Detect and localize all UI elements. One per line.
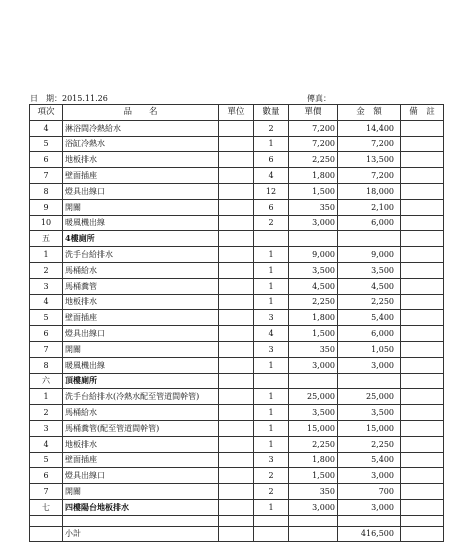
column-header-amount: 金 額 — [338, 105, 401, 121]
cell-unit-price: 350 — [289, 341, 338, 357]
cell-item-name: 馬桶給水 — [63, 405, 219, 421]
table-row — [30, 136, 444, 152]
blank-row — [30, 515, 444, 526]
cell-unit — [219, 405, 254, 421]
column-header-item-no: 項次 — [30, 105, 63, 121]
cell-unit-price: 2,250 — [289, 152, 338, 168]
cell-amount: 13,500 — [338, 152, 401, 168]
cell-item-name: 洗手台給排水 — [63, 247, 219, 263]
cell-unit — [219, 136, 254, 152]
cell-item-name: 燈具出線口 — [63, 183, 219, 199]
cell-quantity: 1 — [254, 436, 289, 452]
cell-amount: 18,000 — [338, 183, 401, 199]
cell-unit-price: 15,000 — [289, 420, 338, 436]
cell-unit-price: 1,800 — [289, 168, 338, 184]
cell-amount — [338, 231, 401, 247]
table-row — [30, 262, 444, 278]
cell-amount: 3,500 — [338, 405, 401, 421]
table-row — [30, 278, 444, 294]
cell-unit-price: 1,500 — [289, 183, 338, 199]
cell-amount: 4,500 — [338, 278, 401, 294]
cell-amount: 1,050 — [338, 341, 401, 357]
table-row — [30, 215, 444, 231]
column-header-remarks: 備 註 — [401, 105, 444, 121]
cell-item-name: 頂樓廁所 — [63, 373, 219, 389]
cell-unit — [219, 247, 254, 263]
cell-remarks — [401, 373, 444, 389]
date-label: 日 期：2015.11.26 — [30, 94, 108, 103]
cell-unit-price — [289, 373, 338, 389]
cell-item-no — [30, 526, 63, 541]
cell-item-no: 2 — [30, 262, 63, 278]
cell-unit-price: 3,000 — [289, 215, 338, 231]
cell-item-no: 4 — [30, 436, 63, 452]
cell-amount: 25,000 — [338, 389, 401, 405]
cell-amount: 2,100 — [338, 199, 401, 215]
cell-item-name — [63, 515, 219, 526]
table-row — [30, 405, 444, 421]
cell-remarks — [401, 231, 444, 247]
cell-item-name: 馬桶給水 — [63, 262, 219, 278]
cell-unit — [219, 468, 254, 484]
cell-unit-price: 3,000 — [289, 357, 338, 373]
cell-quantity: 4 — [254, 326, 289, 342]
cell-unit — [219, 341, 254, 357]
cell-quantity: 1 — [254, 136, 289, 152]
cell-remarks — [401, 120, 444, 136]
cell-unit — [219, 310, 254, 326]
cell-item-no: 2 — [30, 405, 63, 421]
cell-remarks — [401, 357, 444, 373]
cell-unit — [219, 215, 254, 231]
cell-remarks — [401, 405, 444, 421]
cell-unit — [219, 373, 254, 389]
cell-item-name: 地板排水 — [63, 152, 219, 168]
cell-item-name: 燈具出線口 — [63, 468, 219, 484]
cell-unit — [219, 484, 254, 500]
cell-quantity: 2 — [254, 484, 289, 500]
cell-amount — [338, 515, 401, 526]
cell-remarks — [401, 294, 444, 310]
fax-label: 傳真： — [307, 94, 331, 103]
cell-item-no: 5 — [30, 452, 63, 468]
cell-unit — [219, 278, 254, 294]
cell-remarks — [401, 199, 444, 215]
cell-unit — [219, 526, 254, 541]
cell-item-name: 暖風機出線 — [63, 215, 219, 231]
cell-unit — [219, 420, 254, 436]
cell-item-name: 壁面插座 — [63, 168, 219, 184]
cell-item-name: 洗手台給排水(冷熱水配至管道間幹管) — [63, 389, 219, 405]
cell-quantity: 1 — [254, 357, 289, 373]
cell-remarks — [401, 168, 444, 184]
table-row — [30, 341, 444, 357]
cell-remarks — [401, 420, 444, 436]
cell-quantity: 1 — [254, 405, 289, 421]
cell-item-name: 4樓廁所 — [63, 231, 219, 247]
cell-item-no: 6 — [30, 152, 63, 168]
table-row — [30, 436, 444, 452]
cell-amount: 7,200 — [338, 168, 401, 184]
cell-remarks — [401, 215, 444, 231]
cell-item-no: 七 — [30, 499, 63, 515]
cell-amount: 9,000 — [338, 247, 401, 263]
table-row — [30, 468, 444, 484]
cell-item-no: 9 — [30, 199, 63, 215]
cell-amount: 5,400 — [338, 310, 401, 326]
cell-quantity — [254, 231, 289, 247]
cell-amount: 3,500 — [338, 262, 401, 278]
cell-unit — [219, 231, 254, 247]
cell-remarks — [401, 452, 444, 468]
cell-unit — [219, 357, 254, 373]
cell-amount: 7,200 — [338, 136, 401, 152]
cell-item-name: 暖風機出線 — [63, 357, 219, 373]
cell-item-name: 壁面插座 — [63, 452, 219, 468]
cell-remarks — [401, 310, 444, 326]
column-header-quantity: 數量 — [254, 105, 289, 121]
quotation-table — [29, 104, 444, 542]
cell-item-name: 壁面插座 — [63, 310, 219, 326]
cell-quantity: 3 — [254, 341, 289, 357]
cell-item-name: 四樓陽台地板排水 — [63, 499, 219, 515]
column-header-unit-price: 單價 — [289, 105, 338, 121]
cell-remarks — [401, 389, 444, 405]
cell-quantity — [254, 515, 289, 526]
cell-item-no — [30, 515, 63, 526]
cell-unit — [219, 262, 254, 278]
cell-amount: 416,500 — [338, 526, 401, 541]
cell-amount: 5,400 — [338, 452, 401, 468]
cell-unit-price: 2,250 — [289, 436, 338, 452]
table-row — [30, 326, 444, 342]
cell-remarks — [401, 262, 444, 278]
section-row — [30, 231, 444, 247]
cell-quantity: 1 — [254, 278, 289, 294]
cell-amount: 3,000 — [338, 468, 401, 484]
column-header-item-name: 品 名 — [63, 105, 219, 121]
cell-remarks — [401, 499, 444, 515]
cell-item-no: 4 — [30, 120, 63, 136]
table-row — [30, 389, 444, 405]
table-row — [30, 484, 444, 500]
subtotal-row — [30, 526, 444, 541]
cell-quantity: 1 — [254, 420, 289, 436]
cell-quantity: 3 — [254, 310, 289, 326]
cell-item-no: 4 — [30, 294, 63, 310]
cell-quantity: 6 — [254, 199, 289, 215]
cell-unit-price: 1,800 — [289, 452, 338, 468]
cell-amount: 700 — [338, 484, 401, 500]
table-row — [30, 199, 444, 215]
cell-unit-price — [289, 526, 338, 541]
cell-unit — [219, 389, 254, 405]
table-row — [30, 152, 444, 168]
table-row — [30, 294, 444, 310]
cell-remarks — [401, 326, 444, 342]
cell-item-no: 六 — [30, 373, 63, 389]
cell-amount: 6,000 — [338, 215, 401, 231]
cell-unit — [219, 294, 254, 310]
cell-amount: 2,250 — [338, 436, 401, 452]
cell-unit — [219, 120, 254, 136]
cell-item-no: 7 — [30, 168, 63, 184]
cell-quantity: 6 — [254, 152, 289, 168]
cell-unit-price: 25,000 — [289, 389, 338, 405]
cell-quantity: 3 — [254, 452, 289, 468]
cell-unit-price: 9,000 — [289, 247, 338, 263]
table-row — [30, 168, 444, 184]
table-row — [30, 357, 444, 373]
cell-item-name: 淋浴間冷熱給水 — [63, 120, 219, 136]
cell-amount: 15,000 — [338, 420, 401, 436]
table-header-row — [30, 105, 444, 121]
cell-item-name: 小計 — [63, 526, 219, 541]
cell-quantity: 2 — [254, 468, 289, 484]
cell-unit-price: 1,500 — [289, 326, 338, 342]
cell-quantity: 12 — [254, 183, 289, 199]
cell-remarks — [401, 247, 444, 263]
cell-unit-price: 3,500 — [289, 262, 338, 278]
cell-remarks — [401, 526, 444, 541]
cell-remarks — [401, 278, 444, 294]
cell-unit-price: 2,250 — [289, 294, 338, 310]
cell-item-no: 1 — [30, 389, 63, 405]
cell-item-no: 6 — [30, 468, 63, 484]
cell-unit-price: 7,200 — [289, 120, 338, 136]
cell-unit — [219, 152, 254, 168]
cell-item-name: 地板排水 — [63, 294, 219, 310]
cell-unit — [219, 168, 254, 184]
cell-unit-price: 7,200 — [289, 136, 338, 152]
cell-unit — [219, 436, 254, 452]
cell-item-no: 6 — [30, 326, 63, 342]
cell-remarks — [401, 515, 444, 526]
cell-quantity: 1 — [254, 499, 289, 515]
table-row — [30, 247, 444, 263]
cell-remarks — [401, 468, 444, 484]
cell-remarks — [401, 183, 444, 199]
cell-quantity: 1 — [254, 294, 289, 310]
section-row — [30, 499, 444, 515]
cell-unit-price — [289, 515, 338, 526]
cell-quantity: 1 — [254, 389, 289, 405]
cell-item-no: 3 — [30, 420, 63, 436]
cell-unit-price: 3,000 — [289, 499, 338, 515]
cell-quantity: 1 — [254, 262, 289, 278]
table-row — [30, 183, 444, 199]
cell-quantity — [254, 373, 289, 389]
table-row — [30, 452, 444, 468]
cell-item-name: 燈具出線口 — [63, 326, 219, 342]
cell-unit — [219, 199, 254, 215]
cell-item-no: 五 — [30, 231, 63, 247]
cell-unit — [219, 452, 254, 468]
column-header-unit: 單位 — [219, 105, 254, 121]
cell-quantity: 2 — [254, 215, 289, 231]
cell-amount: 6,000 — [338, 326, 401, 342]
cell-unit — [219, 499, 254, 515]
table-row — [30, 420, 444, 436]
cell-item-no: 8 — [30, 357, 63, 373]
cell-item-no: 10 — [30, 215, 63, 231]
cell-item-name: 開關 — [63, 341, 219, 357]
cell-amount: 3,000 — [338, 499, 401, 515]
table-row — [30, 310, 444, 326]
cell-unit — [219, 515, 254, 526]
cell-unit — [219, 326, 254, 342]
cell-unit-price: 3,500 — [289, 405, 338, 421]
cell-item-name: 浴缸冷熱水 — [63, 136, 219, 152]
cell-item-name: 地板排水 — [63, 436, 219, 452]
table-row — [30, 120, 444, 136]
cell-remarks — [401, 152, 444, 168]
cell-item-name: 馬桶糞管 — [63, 278, 219, 294]
cell-item-no: 3 — [30, 278, 63, 294]
cell-unit-price: 1,500 — [289, 468, 338, 484]
cell-remarks — [401, 341, 444, 357]
section-row — [30, 373, 444, 389]
cell-amount — [338, 373, 401, 389]
cell-item-no: 7 — [30, 484, 63, 500]
cell-quantity: 4 — [254, 168, 289, 184]
cell-unit-price — [289, 231, 338, 247]
cell-quantity: 1 — [254, 247, 289, 263]
cell-remarks — [401, 136, 444, 152]
cell-unit-price: 1,800 — [289, 310, 338, 326]
cell-unit — [219, 183, 254, 199]
cell-remarks — [401, 484, 444, 500]
cell-unit-price: 4,500 — [289, 278, 338, 294]
cell-item-no: 1 — [30, 247, 63, 263]
cell-remarks — [401, 436, 444, 452]
cell-amount: 3,000 — [338, 357, 401, 373]
cell-amount: 14,400 — [338, 120, 401, 136]
cell-amount: 2,250 — [338, 294, 401, 310]
cell-item-no: 7 — [30, 341, 63, 357]
cell-unit-price: 350 — [289, 199, 338, 215]
cell-quantity: 2 — [254, 120, 289, 136]
cell-quantity — [254, 526, 289, 541]
cell-item-no: 5 — [30, 136, 63, 152]
cell-item-name: 馬桶糞管(配至管道間幹管) — [63, 420, 219, 436]
cell-item-no: 8 — [30, 183, 63, 199]
cell-item-no: 5 — [30, 310, 63, 326]
cell-item-name: 開關 — [63, 199, 219, 215]
cell-item-name: 開關 — [63, 484, 219, 500]
cell-unit-price: 350 — [289, 484, 338, 500]
